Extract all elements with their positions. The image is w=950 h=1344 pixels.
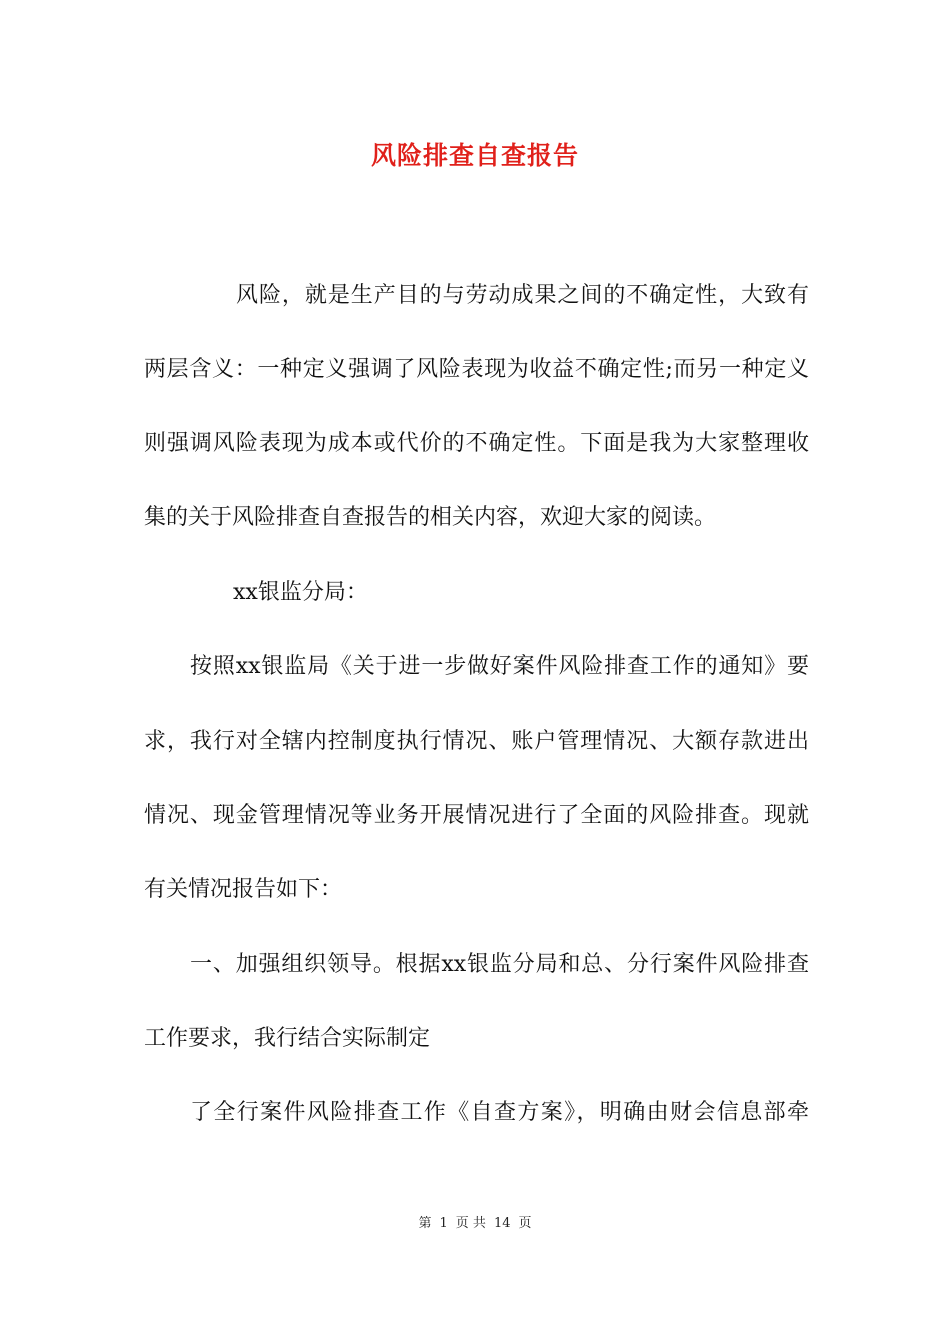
page-footer bbox=[0, 1212, 950, 1231]
paragraph-line: 两层含义：一种定义强调了风险表现为收益不确定性;而另一种定义 bbox=[144, 357, 809, 382]
paragraph-line: 风险，就是生产目的与劳动成果之间的不确定性，大致有 bbox=[236, 283, 809, 308]
paragraph-line: 求，我行对全辖内控制度执行情况、账户管理情况、大额存款进出 bbox=[144, 729, 809, 754]
footer-suffix: 页 bbox=[518, 1216, 532, 1231]
paragraph-line: 则强调风险表现为成本或代价的不确定性。下面是我为大家整理收 bbox=[144, 431, 809, 456]
footer-middle: 页 共 bbox=[455, 1216, 486, 1231]
footer-prefix: 第 bbox=[418, 1216, 432, 1231]
document-title: 风险排查自查报告 bbox=[370, 141, 579, 170]
salutation-line: xx银监分局： bbox=[233, 580, 368, 605]
paragraph-line: 按照xx银监局《关于进一步做好案件风险排查工作的通知》要 bbox=[190, 654, 809, 679]
footer-current-page: 1 bbox=[439, 1216, 448, 1231]
paragraph-line: 情况、现金管理情况等业务开展情况进行了全面的风险排查。现就 bbox=[144, 803, 809, 828]
paragraph-line: 一、加强组织领导。根据xx银监分局和总、分行案件风险排查 bbox=[190, 952, 809, 977]
paragraph-line: 有关情况报告如下： bbox=[144, 877, 343, 902]
footer-total-pages: 14 bbox=[493, 1216, 511, 1231]
paragraph-line: 集的关于风险排查自查报告的相关内容，欢迎大家的阅读。 bbox=[144, 505, 717, 530]
paragraph-line: 了全行案件风险排查工作《自查方案》，明确由财会信息部牵 bbox=[190, 1100, 809, 1125]
paragraph-line: 工作要求，我行结合实际制定 bbox=[144, 1026, 431, 1051]
